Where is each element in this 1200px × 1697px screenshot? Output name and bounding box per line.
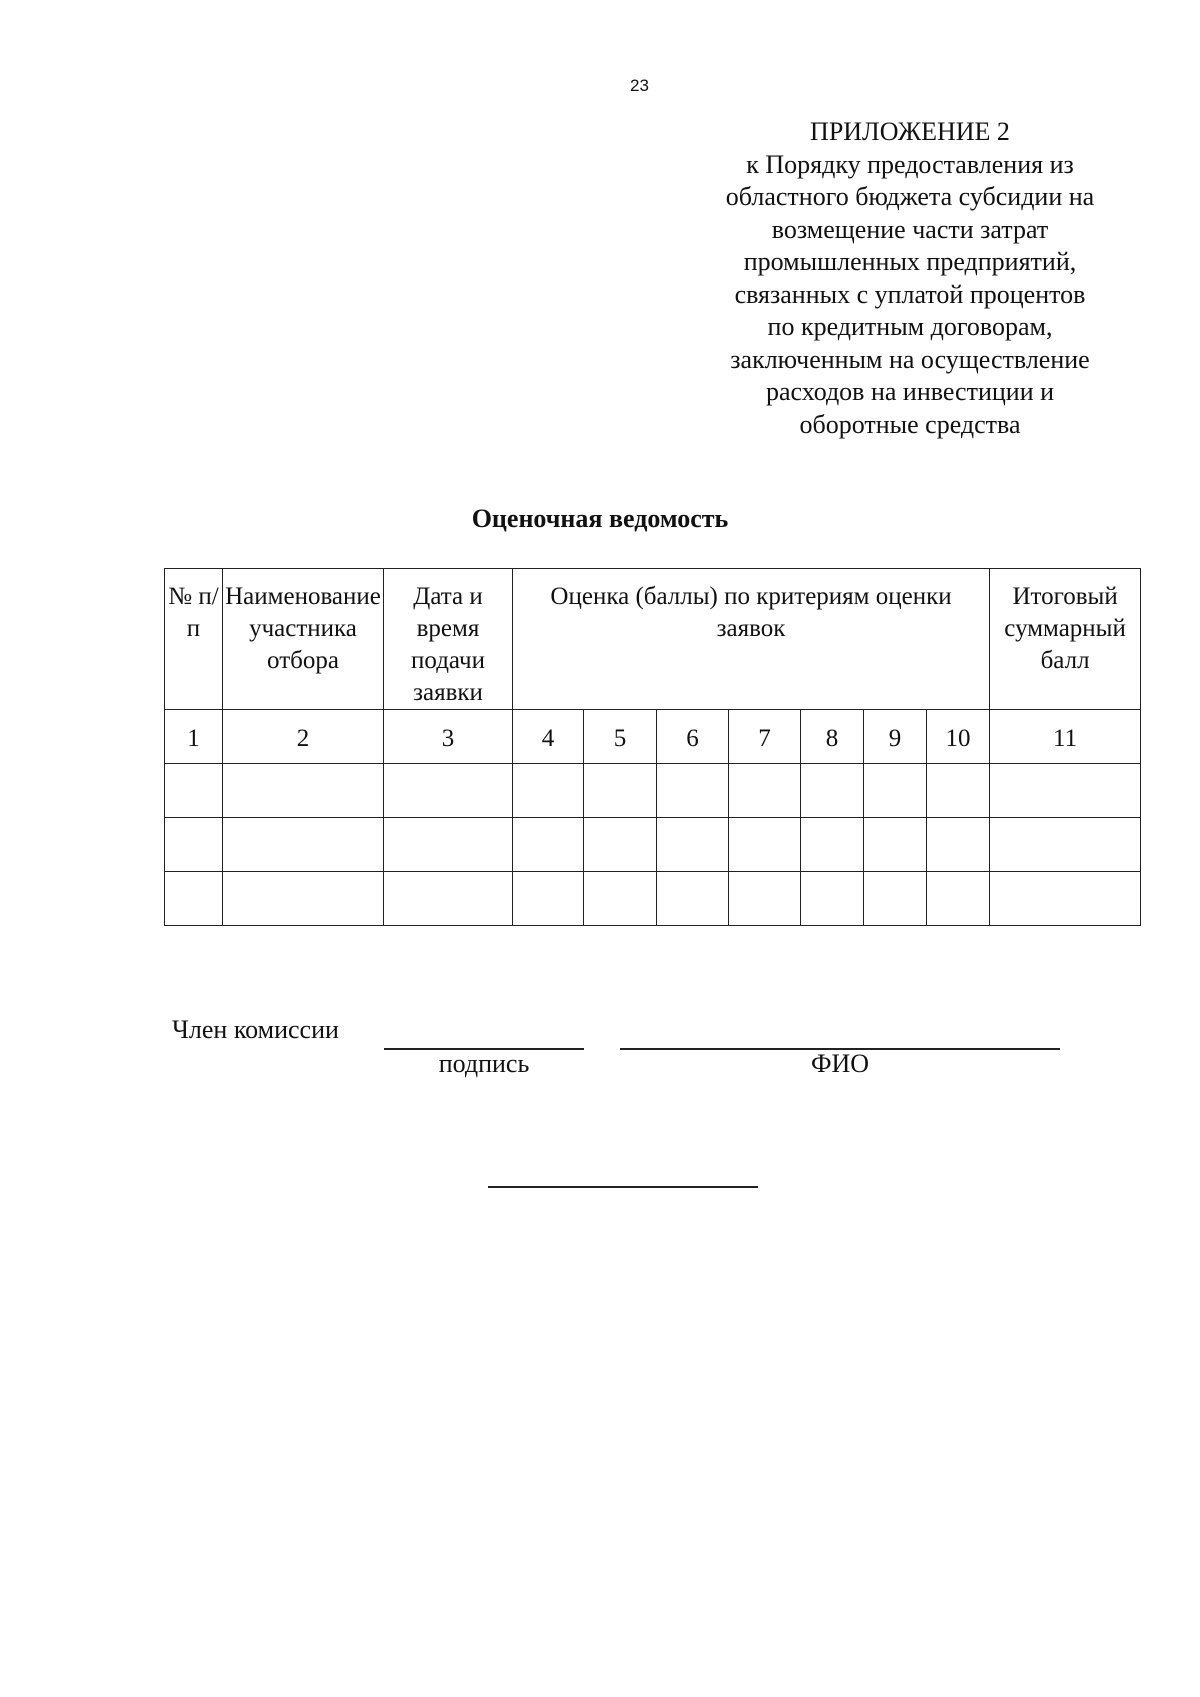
- table-cell: [927, 818, 990, 872]
- table-cell: [801, 818, 864, 872]
- appendix-line: по кредитным договорам,: [767, 312, 1053, 341]
- table-row: [165, 818, 1141, 872]
- header-criteria-scores: Оценка (баллы) по критериям оценки заявок: [513, 569, 990, 710]
- table-cell: [223, 872, 384, 926]
- table-cell: [165, 872, 223, 926]
- table-cell: [584, 818, 657, 872]
- appendix-line: возмещение части затрат: [771, 214, 1049, 244]
- table-cell: [584, 764, 657, 818]
- table-cell: [384, 872, 513, 926]
- table-cell: [165, 764, 223, 818]
- table-cell: [990, 818, 1141, 872]
- column-number: 4: [513, 710, 584, 764]
- table-cell: [657, 818, 729, 872]
- table-cell: [927, 764, 990, 818]
- table-cell: [384, 764, 513, 818]
- table-cell: [927, 872, 990, 926]
- table-cell: [223, 818, 384, 872]
- page-number: 23: [630, 76, 649, 95]
- appendix-line: промышленных предприятий,: [743, 247, 1077, 276]
- table-cell: [513, 818, 584, 872]
- table-cell: [729, 818, 801, 872]
- table-header-row: [165, 569, 1141, 710]
- table-cell: [513, 872, 584, 926]
- end-divider: [488, 1186, 758, 1188]
- appendix-line: связанных с уплатой процентов: [734, 279, 1086, 309]
- table-row: [165, 872, 1141, 926]
- evaluation-table: [164, 568, 1141, 926]
- column-number: 10: [927, 710, 990, 764]
- table-cell: [864, 872, 927, 926]
- header-submission-date: Дата и время подачи заявки: [384, 569, 513, 710]
- column-number: 1: [165, 710, 223, 764]
- table-row: [165, 764, 1141, 818]
- table-cell: [657, 764, 729, 818]
- table-cell: [513, 764, 584, 818]
- table-cell: [584, 872, 657, 926]
- column-number: 9: [864, 710, 927, 764]
- table-cell: [990, 872, 1141, 926]
- column-number: 2: [223, 710, 384, 764]
- column-number: 8: [801, 710, 864, 764]
- name-caption: ФИО: [810, 1049, 870, 1078]
- header-total-score: Итоговый суммарный балл: [990, 569, 1141, 710]
- appendix-line: оборотные средства: [799, 409, 1021, 439]
- appendix-line: областного бюджета субсидии на: [725, 182, 1095, 211]
- signature-caption: подпись: [438, 1049, 530, 1078]
- header-number: № п/п: [165, 569, 223, 710]
- column-number: 5: [584, 710, 657, 764]
- commission-member-label: Член комиссии: [172, 1015, 339, 1044]
- appendix-line: заключенным на осуществление: [730, 344, 1090, 374]
- appendix-line: к Порядку предоставления из: [746, 149, 1074, 179]
- table-cell: [165, 818, 223, 872]
- table-cell: [729, 872, 801, 926]
- table-cell: [864, 764, 927, 818]
- table-cell: [657, 872, 729, 926]
- document-title: Оценочная ведомость: [471, 504, 729, 533]
- column-number-row: [165, 710, 1141, 764]
- table-cell: [223, 764, 384, 818]
- table-cell: [990, 764, 1141, 818]
- table-cell: [384, 818, 513, 872]
- header-participant-name: Наименование участника отбора: [223, 569, 384, 710]
- column-number: 6: [657, 710, 729, 764]
- column-number: 11: [990, 710, 1141, 764]
- appendix-line: ПРИЛОЖЕНИЕ 2: [810, 117, 1010, 146]
- table-cell: [801, 872, 864, 926]
- appendix-line: расходов на инвестиции и: [765, 377, 1055, 406]
- column-number: 3: [384, 710, 513, 764]
- table-cell: [729, 764, 801, 818]
- column-number: 7: [729, 710, 801, 764]
- appendix-header: [690, 116, 1130, 441]
- table-cell: [801, 764, 864, 818]
- table-cell: [864, 818, 927, 872]
